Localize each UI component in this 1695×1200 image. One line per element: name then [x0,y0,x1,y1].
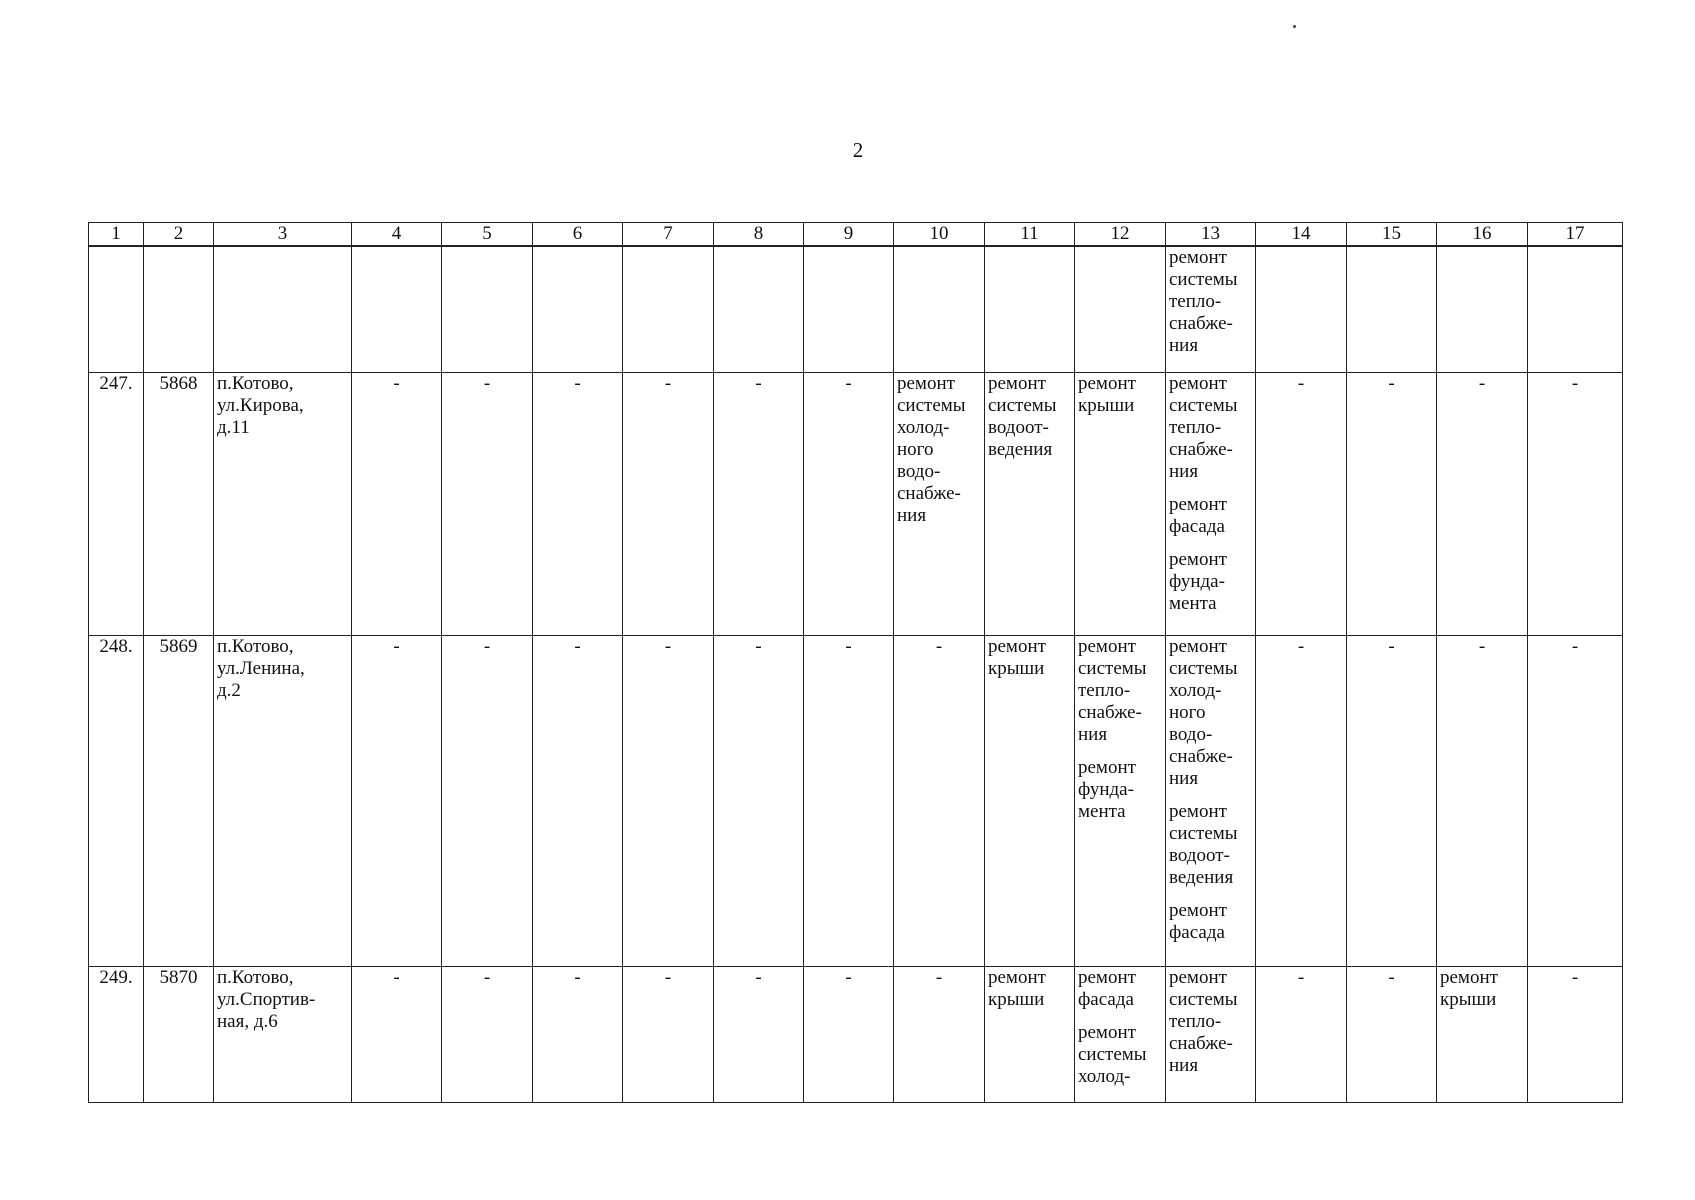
dash-cell: - [442,635,533,966]
dash-cell: - [894,635,985,966]
work-cell [1166,246,1256,372]
work-item: ремонт фунда- мента [1169,548,1227,614]
dash-cell: - [1347,966,1437,1102]
work-cell [1166,966,1256,1102]
column-number-row [89,223,1623,247]
table-row [89,246,1623,372]
empty-cell [985,246,1075,372]
row-number [89,246,144,372]
column-header: 14 [1256,223,1347,247]
dash-cell: - [1437,635,1528,966]
work-cell [985,966,1075,1102]
column-header: 17 [1528,223,1623,247]
scan-speck [1293,25,1296,28]
work-item: ремонт фунда- мента [1078,756,1136,822]
empty-cell [714,246,804,372]
object-code: 5868 [144,372,214,635]
dash-cell: - [352,635,442,966]
column-header: 3 [214,223,352,247]
dash-cell: - [623,372,714,635]
empty-cell [623,246,714,372]
dash-cell: - [894,966,985,1102]
work-cell [1437,966,1528,1102]
row-number: 248. [89,635,144,966]
dash-cell: - [352,372,442,635]
row-number: 247. [89,372,144,635]
work-item: ремонт крыши [1078,372,1136,416]
empty-cell [1437,246,1528,372]
table-row [89,966,1623,1102]
dash-cell: - [1256,966,1347,1102]
dash-cell: - [1347,372,1437,635]
column-header: 16 [1437,223,1528,247]
address-cell: п.Котово, ул.Ленина, д.2 [214,635,352,966]
empty-cell [804,246,894,372]
column-header: 6 [533,223,623,247]
object-code [144,246,214,372]
column-header: 11 [985,223,1075,247]
column-header: 12 [1075,223,1166,247]
column-header: 10 [894,223,985,247]
empty-cell [1075,246,1166,372]
column-header: 8 [714,223,804,247]
work-cell [1075,372,1166,635]
work-item: ремонт крыши [988,966,1046,1010]
work-item: ремонт системы тепло- снабже- ния [1078,635,1147,745]
work-item: ремонт системы холод- ного водо- снабже- ния [1169,635,1238,789]
dash-cell: - [1256,635,1347,966]
dash-cell: - [1256,372,1347,635]
work-cell [1075,635,1166,966]
dash-cell: - [352,966,442,1102]
work-item: ремонт системы холод- ного водо- снабже- ния [897,372,966,526]
work-cell [1166,635,1256,966]
dash-cell: - [533,635,623,966]
dash-cell: - [714,372,804,635]
dash-cell: - [1347,635,1437,966]
object-code: 5869 [144,635,214,966]
work-item: ремонт системы водоот- ведения [1169,800,1238,888]
work-cell [894,372,985,635]
work-item: ремонт системы тепло- снабже- ния [1169,966,1238,1076]
empty-cell [894,246,985,372]
work-item: ремонт системы тепло- снабже- ния [1169,372,1238,482]
column-header: 9 [804,223,894,247]
work-cell [985,372,1075,635]
dash-cell: - [804,635,894,966]
table-row [89,635,1623,966]
dash-cell: - [804,966,894,1102]
work-item: ремонт крыши [1440,966,1498,1010]
table-row [89,372,1623,635]
column-header: 5 [442,223,533,247]
object-code: 5870 [144,966,214,1102]
empty-cell [352,246,442,372]
empty-cell [1528,246,1623,372]
dash-cell: - [623,635,714,966]
dash-cell: - [442,372,533,635]
dash-cell: - [533,966,623,1102]
address-cell: п.Котово, ул.Кирова, д.11 [214,372,352,635]
address-cell: п.Котово, ул.Спортив- ная, д.6 [214,966,352,1102]
column-header: 15 [1347,223,1437,247]
works-table [88,222,1623,1103]
dash-cell: - [1528,372,1623,635]
column-header: 4 [352,223,442,247]
column-header: 2 [144,223,214,247]
dash-cell: - [533,372,623,635]
dash-cell: - [714,966,804,1102]
page-number: 2 [852,138,864,162]
dash-cell: - [442,966,533,1102]
work-item: ремонт крыши [988,635,1046,679]
dash-cell: - [804,372,894,635]
work-item: ремонт фасада [1169,493,1227,537]
dash-cell: - [1437,372,1528,635]
address-cell [214,246,352,372]
work-cell [985,635,1075,966]
dash-cell: - [623,966,714,1102]
empty-cell [533,246,623,372]
work-item: ремонт фасада [1169,899,1227,943]
column-header: 13 [1166,223,1256,247]
work-item: ремонт системы тепло- снабже- ния [1169,247,1238,356]
work-item: ремонт системы водоот- ведения [988,372,1057,460]
dash-cell: - [1528,966,1623,1102]
work-item: ремонт фасада [1078,966,1136,1010]
row-number: 249. [89,966,144,1102]
work-cell [1075,966,1166,1102]
empty-cell [1256,246,1347,372]
table-body [89,246,1623,1102]
column-header: 7 [623,223,714,247]
dash-cell: - [1528,635,1623,966]
empty-cell [442,246,533,372]
work-cell [1166,372,1256,635]
work-item: ремонт системы холод- [1078,1021,1147,1087]
column-header: 1 [89,223,144,247]
empty-cell [1347,246,1437,372]
dash-cell: - [714,635,804,966]
